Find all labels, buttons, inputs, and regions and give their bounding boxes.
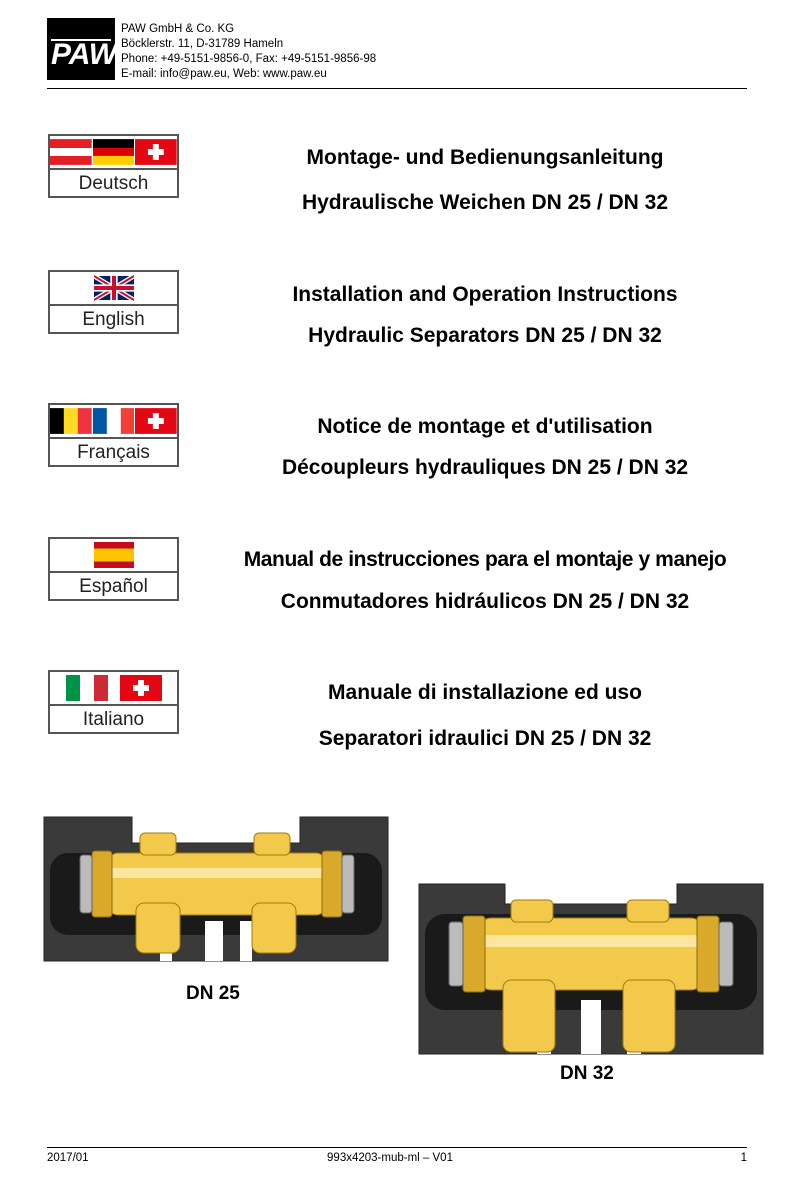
flag-switzerland-icon bbox=[120, 675, 162, 701]
title-en: Installation and Operation Instructions bbox=[292, 283, 678, 306]
company-name: PAW GmbH & Co. KG bbox=[121, 23, 235, 35]
flag-switzerland-icon bbox=[135, 408, 177, 434]
subtitle-es: Conmutadores hidráulicos DN 25 / DN 32 bbox=[280, 590, 690, 613]
product-caption-dn25: DN 25 bbox=[186, 983, 240, 1004]
subtitle-fr: Découpleurs hydrauliques DN 25 / DN 32 bbox=[281, 456, 689, 479]
language-badge-english bbox=[48, 270, 179, 334]
language-label: Français bbox=[77, 442, 150, 463]
flag-germany-icon bbox=[93, 139, 135, 165]
flag-france-icon bbox=[93, 408, 135, 434]
product-caption-dn32: DN 32 bbox=[560, 1063, 614, 1084]
company-phone: Phone: +49-5151-9856-0, Fax: +49-5151-9856-98 bbox=[121, 53, 377, 65]
title-de: Montage- und Bedienungsanleitung bbox=[306, 146, 664, 169]
paw-logo bbox=[47, 18, 115, 80]
svg-text:PAW: PAW bbox=[51, 38, 115, 71]
language-badge-francais bbox=[48, 403, 179, 467]
language-badge-deutsch bbox=[48, 134, 179, 198]
language-label: Deutsch bbox=[78, 173, 149, 194]
footer-page-number: 1 bbox=[740, 1152, 747, 1164]
flag-spain-icon bbox=[94, 542, 134, 568]
company-email: E-mail: info@paw.eu, Web: www.paw.eu bbox=[121, 68, 327, 80]
language-label: Italiano bbox=[82, 709, 145, 730]
company-address bbox=[121, 22, 376, 82]
language-badge-italiano bbox=[48, 670, 179, 734]
header-rule bbox=[47, 88, 747, 89]
company-street: Böcklerstr. 11, D-31789 Hameln bbox=[121, 38, 284, 50]
subtitle-it: Separatori idraulici DN 25 / DN 32 bbox=[318, 727, 652, 750]
title-it: Manuale di installazione ed uso bbox=[328, 681, 642, 704]
flag-austria-icon bbox=[50, 139, 92, 165]
subtitle-en: Hydraulic Separators DN 25 / DN 32 bbox=[308, 324, 662, 347]
footer-rule bbox=[47, 1147, 747, 1148]
flag-italy-icon bbox=[66, 675, 108, 701]
product-image-dn32 bbox=[415, 880, 767, 1063]
footer-date: 2017/01 bbox=[47, 1152, 89, 1164]
flag-united-kingdom-icon bbox=[94, 275, 134, 301]
language-badge-espanol bbox=[48, 537, 179, 601]
product-image-dn25 bbox=[40, 813, 392, 970]
flag-belgium-icon bbox=[50, 408, 92, 434]
title-es: Manual de instrucciones para el montaje y manejo bbox=[243, 548, 727, 571]
subtitle-de: Hydraulische Weichen DN 25 / DN 32 bbox=[301, 191, 669, 214]
language-label: Español bbox=[79, 576, 148, 597]
title-fr: Notice de montage et d'utilisation bbox=[317, 415, 653, 438]
footer-doc-id: 993x4203-mub-ml – V01 bbox=[327, 1152, 453, 1164]
language-label: English bbox=[82, 309, 145, 330]
flag-switzerland-icon bbox=[135, 139, 177, 165]
